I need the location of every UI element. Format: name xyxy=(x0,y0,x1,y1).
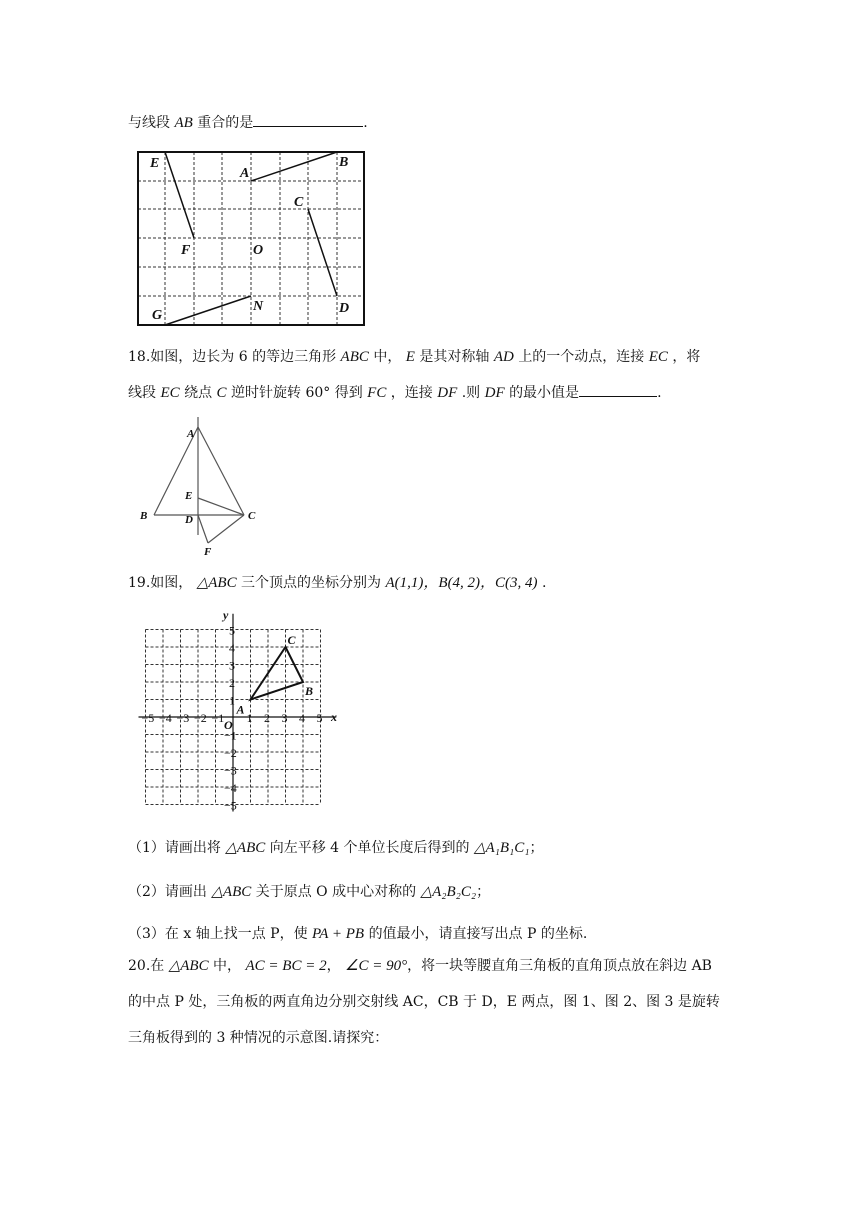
q18-text-2c: 绕点 xyxy=(184,385,213,401)
y-tick-label: −3 xyxy=(224,763,237,778)
q19-stem xyxy=(128,573,546,593)
segment-ef xyxy=(165,152,194,238)
label-c: C xyxy=(248,510,256,522)
q18-text-g: 上的一个动点，连接 xyxy=(518,349,645,365)
q18-abc: ABC xyxy=(340,349,369,365)
q19-p3-a: （3）在 x 轴上找一点 P，使 xyxy=(128,926,308,942)
y-tick-label: −5 xyxy=(224,798,237,813)
label-a: A xyxy=(187,428,195,440)
label-d: D xyxy=(185,514,193,526)
label-c: C xyxy=(294,195,304,210)
label-e: E xyxy=(185,490,193,502)
q17-text-2: 重合的是 xyxy=(197,115,254,131)
q19-text-a: 19.如图， xyxy=(128,575,193,591)
segment-cd xyxy=(308,209,337,296)
q19-p1-image: △A₁B₁C₁ xyxy=(473,840,530,856)
label-b: B xyxy=(305,684,314,698)
label-c: C xyxy=(287,633,296,647)
x-tick-label: 5 xyxy=(316,711,323,725)
q19-p1-end: ； xyxy=(529,840,544,856)
label-o: O xyxy=(253,243,264,258)
q18-answer-blank[interactable] xyxy=(579,382,657,397)
label-e: E xyxy=(150,156,160,171)
q20-text-g: ，将一块等腰直角三角板的直角顶点放在斜边 AB xyxy=(407,958,712,974)
q17-answer-line xyxy=(128,112,368,133)
q20-angle: ∠C = 90° xyxy=(345,958,408,974)
q19-part-3 xyxy=(128,924,587,944)
q18-ad: AD xyxy=(493,349,514,365)
q18-line-1 xyxy=(128,347,700,367)
q19-p3-c: 的值最小，请直接写出点 P 的坐标. xyxy=(368,926,588,942)
q19-p2-end: ； xyxy=(476,884,491,900)
q19-part-1 xyxy=(128,838,543,858)
origin-label: O xyxy=(224,718,233,732)
x-tick-label: −4 xyxy=(159,711,172,725)
q18-e: E xyxy=(405,349,415,365)
x-tick-label: −2 xyxy=(194,711,207,725)
q19-period: . xyxy=(542,575,547,591)
q18-c: C xyxy=(216,385,227,401)
q18-line-2 xyxy=(128,382,662,403)
q18-text-c: 中， xyxy=(373,349,402,365)
x-tick-label: −3 xyxy=(176,711,190,725)
q19-p1-a: （1）请画出将 xyxy=(128,840,221,856)
label-g: G xyxy=(152,308,163,323)
label-b: B xyxy=(339,155,349,170)
q17-text: 与线段 xyxy=(128,115,170,131)
label-a: A xyxy=(240,166,250,181)
q19-triangle: △ABC xyxy=(196,575,237,591)
x-tick-label: 2 xyxy=(264,711,270,725)
q18-text-a: 18.如图，边长为 6 的等边三角形 xyxy=(128,349,337,365)
q18-text-2i: .则 xyxy=(461,385,481,401)
q17-answer-blank[interactable] xyxy=(253,112,363,127)
q17-segment: AB xyxy=(174,115,193,131)
q18-text-2a: 线段 xyxy=(128,385,156,401)
q19-p3-sum: PA + PB xyxy=(312,926,365,942)
label-d: D xyxy=(339,301,350,316)
q20-line-3: 三角板得到的 3 种情况的示意图.请探究： xyxy=(128,1030,389,1046)
x-tick-label: 4 xyxy=(299,711,305,725)
q20-text-c: 中， xyxy=(213,958,242,974)
q18-period: . xyxy=(657,385,662,401)
q19-p1-triangle: △ABC xyxy=(225,840,266,856)
y-axis-label: y xyxy=(223,608,229,622)
q18-ec-2: EC xyxy=(160,385,180,401)
y-tick-label: −2 xyxy=(224,746,237,760)
x-tick-label: 1 xyxy=(246,711,253,725)
label-b: B xyxy=(140,510,148,522)
y-tick-label: 1 xyxy=(229,693,235,708)
q18-fc: FC xyxy=(367,385,387,401)
q20-line-2: 的中点 P 处，三角板的两直角边分别交射线 AC，CB 于 D，E 两点，图 1、图 2、图 3 是旋转 xyxy=(128,994,720,1010)
x-axis-label: x xyxy=(331,710,337,724)
q19-p2-a: （2）请画出 xyxy=(128,884,207,900)
y-tick-label: −4 xyxy=(224,781,237,795)
q19-text-c: 三个顶点的坐标分别为 xyxy=(241,575,382,591)
q19-coordinates: A(1,1)，B(4, 2)，C(3, 4) xyxy=(385,575,538,591)
q18-triangle-figure xyxy=(130,415,270,560)
y-tick-label: 5 xyxy=(229,623,235,638)
triangle-abc xyxy=(251,647,304,700)
q18-ec: EC xyxy=(648,349,668,365)
q18-text-e: 是其对称轴 xyxy=(419,349,490,365)
x-tick-label: 3 xyxy=(281,711,288,725)
label-f: F xyxy=(181,243,191,258)
q19-p1-c: 向左平移 4 个单位长度后得到的 xyxy=(269,840,470,856)
q18-text-i: ，将 xyxy=(672,349,701,365)
q20-comma: ， xyxy=(326,958,341,974)
y-tick-label: 2 xyxy=(229,676,235,690)
y-tick-label: 3 xyxy=(229,658,235,673)
q18-text-2k: 的最小值是 xyxy=(509,385,580,401)
segment-gn xyxy=(165,296,251,325)
q20-triangle: △ABC xyxy=(168,958,209,974)
y-tick-label: 4 xyxy=(229,641,235,655)
x-tick-label: −1 xyxy=(211,711,225,725)
q19-p2-image: △A₂B₂C₂ xyxy=(420,884,477,900)
q18-df-2: DF xyxy=(484,385,505,401)
q19-p2-c: 关于原点 O 成中心对称的 xyxy=(255,884,417,900)
q18-df: DF xyxy=(437,385,458,401)
label-n: N xyxy=(253,299,264,314)
x-tick-label: −5 xyxy=(141,711,155,725)
q18-text-2e: 逆时针旋转 60° 得到 xyxy=(231,385,363,401)
q17-grid-figure xyxy=(136,150,368,328)
y-tick-label: −1 xyxy=(224,728,237,743)
q18-text-2g: ，连接 xyxy=(390,385,433,401)
segment-ab xyxy=(251,152,337,181)
q20-text-a: 20.在 xyxy=(128,958,165,974)
q20-equal-sides: AC = BC = 2 xyxy=(245,958,327,974)
q19-coordinate-grid xyxy=(130,604,360,814)
label-a: A xyxy=(236,702,245,717)
q17-period: . xyxy=(363,115,368,131)
q19-p2-triangle: △ABC xyxy=(211,884,252,900)
q20-line-1 xyxy=(128,956,712,976)
label-f: F xyxy=(204,546,212,558)
q19-part-2 xyxy=(128,882,490,902)
